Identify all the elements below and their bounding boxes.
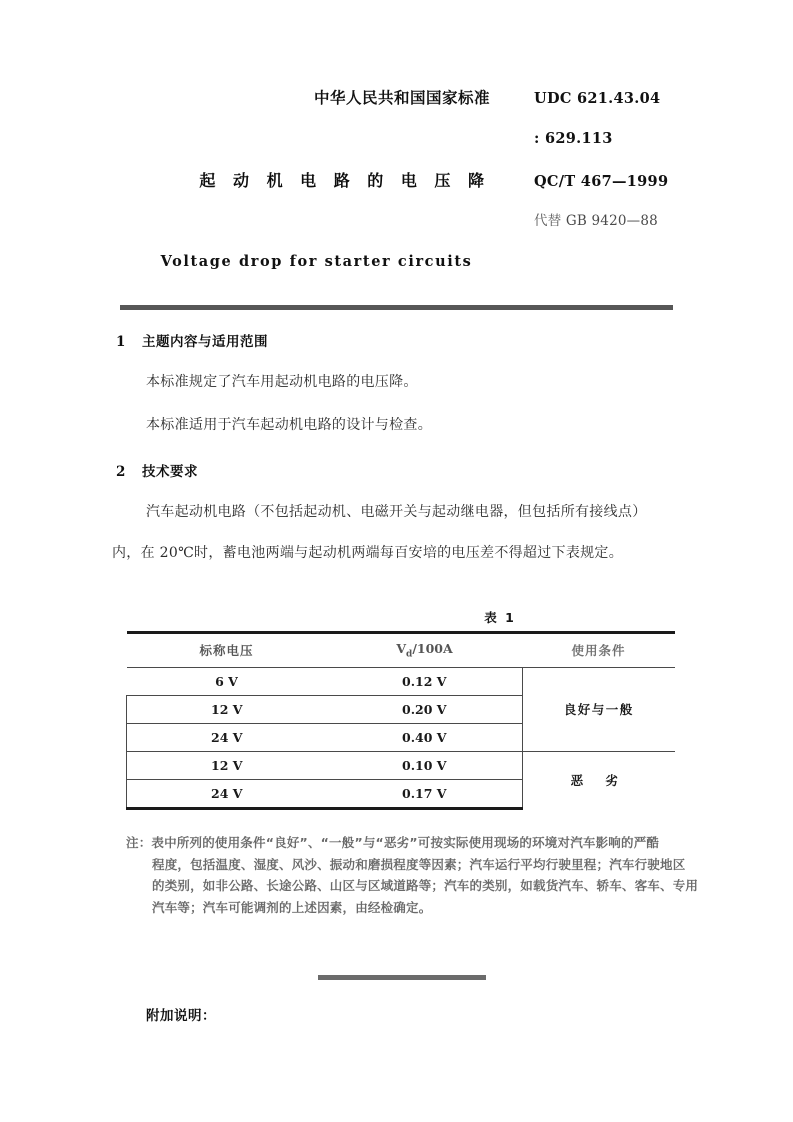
vd-symbol-subscript: d [406,649,413,660]
note-line-4: 汽车等；汽车可能调剂的上述因素，由经检确定。 [152,899,432,915]
standard-code: QC/T 467—1999 [534,173,669,190]
vd-symbol-prefix: V [396,641,407,656]
addendum-heading: 附加说明： [146,1008,216,1024]
cell-condition-harsh: 恶 劣 [523,751,675,808]
standard-name-english: Voltage drop for starter circuits [160,253,473,270]
table-1-container [126,608,674,810]
vd-symbol-suffix: /100A [412,641,453,656]
voltage-drop-table [126,631,675,810]
replaces-standard-code: GB 9420—88 [565,213,658,229]
note-line-2: 程度，包括温度、湿度、风沙、振动和磨损程度等因素；汽车运行平均行驶里程；汽车行驶地区 [152,856,686,872]
masthead-right-cell-2 [490,130,793,148]
masthead-left-cell [0,86,490,108]
masthead-standard-code-cell [490,173,793,191]
column-header-nominal-voltage: 标称电压 [127,633,327,668]
table-note [126,832,699,918]
section-2-paragraph-2: 内，在 20℃时，蓄电池两端与起动机两端每百安培的电压差不得超过下表规定。 [112,545,624,561]
masthead-row-replaces [0,209,793,230]
column-header-usage-condition: 使用条件 [523,633,675,668]
section-2-paragraph-1: 汽车起动机电路（不包括起动机、电磁开关与起动继电器，但包括所有接线点） [146,504,647,520]
masthead-row-title [0,86,793,108]
table-body [127,667,675,808]
note-line-3: 的类别，如非公路、长途公路、山区与区域道路等；汽车的类别，如载货汽车、轿车、客车、专用 [152,878,699,893]
masthead-replaces-cell [490,209,793,230]
section-2-title: 技术要求 [142,464,198,480]
table-header-row [127,633,675,668]
header-divider-rule [120,305,673,310]
cell-voltage: 12 V [127,695,327,723]
section-2-number: 2 [116,464,126,480]
cell-voltage: 24 V [127,723,327,751]
section-1-paragraph-2: 本标准适用于汽车起动机电路的设计与检查。 [146,417,432,433]
masthead-right-cell [490,90,793,108]
cell-vd: 0.17 V [327,779,523,808]
udc-code-line1: UDC 621.43.04 [534,90,661,107]
footer-divider-rule [318,975,486,980]
section-1-title: 主题内容与适用范围 [142,334,268,350]
udc-code-line2: : 629.113 [534,130,613,147]
note-line-1: 注：表中所列的使用条件“良好”、“一般”与“恶劣”可按实际使用现场的环境对汽车影响的严酷 [126,835,660,850]
masthead-standard-name-cell [0,168,490,191]
cell-voltage: 24 V [127,779,327,808]
section-1-paragraph-1: 本标准规定了汽车用起动机电路的电压降。 [146,374,418,390]
national-standard-title: 中华人民共和国国家标准 [313,89,490,107]
masthead [0,86,793,230]
section-2-heading [116,460,793,480]
cell-vd: 0.20 V [327,695,523,723]
replaces-prefix-label: 代替 [534,213,562,229]
table-row [127,751,675,779]
standard-name-chinese: 起 动 机 电 路 的 电 压 降 [199,171,490,190]
cell-vd: 0.12 V [327,667,523,695]
replaces-note [534,213,658,229]
section-1-heading [116,330,793,350]
cell-vd: 0.40 V [327,723,523,751]
cell-voltage: 12 V [127,751,327,779]
section-1-number: 1 [116,334,126,350]
table-1-caption: 表 1 [484,610,516,625]
masthead-row-standard [0,168,793,191]
table-row [127,667,675,695]
cell-condition-good: 良好与一般 [523,667,675,751]
cell-voltage: 6 V [127,667,327,695]
cell-vd: 0.10 V [327,751,523,779]
column-header-vd-per-100a [327,633,523,668]
document-body [0,330,793,564]
masthead-row-udc2 [0,130,793,148]
